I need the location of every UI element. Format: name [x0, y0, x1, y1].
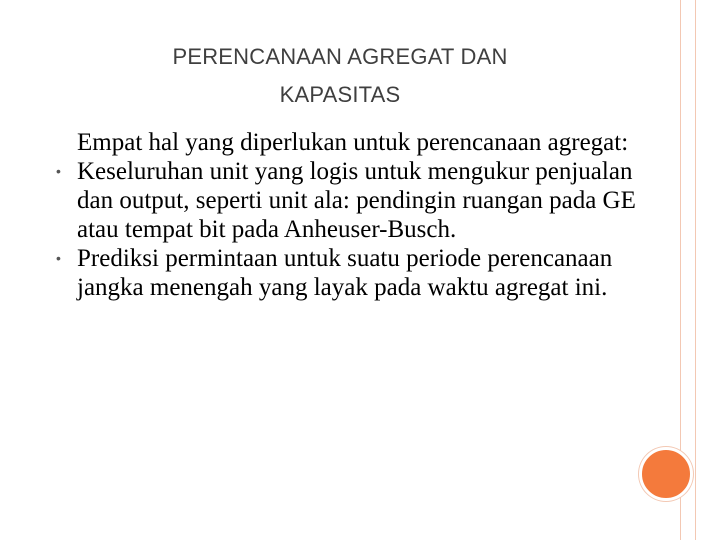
slide-body	[50, 128, 640, 302]
bullet-icon: •	[56, 250, 61, 266]
bullet-text: Prediksi permintaan untuk suatu periode perencanaan jangka menengah yang layak pada waktu agregat ini.	[77, 245, 613, 301]
decorative-circle	[639, 447, 693, 501]
bullet-item	[50, 157, 640, 244]
bullet-item	[50, 244, 640, 302]
bullet-text: Keseluruhan unit yang logis untuk mengukur penjualan dan output, seperti unit ala: pendingin ruangan pada GE atau tempat bit pada Anheuser-Busch.	[77, 158, 636, 243]
title-line-1: PERENCANAAN AGREGAT DAN	[172, 44, 508, 69]
title-line-2: KAPASITAS	[279, 82, 401, 107]
decorative-vertical-line	[695, 0, 696, 540]
intro-text: Empat hal yang diperlukan untuk perencanaan agregat:	[77, 129, 629, 156]
slide-title	[60, 38, 620, 114]
bullet-icon: •	[56, 163, 61, 179]
intro-paragraph	[50, 128, 640, 157]
